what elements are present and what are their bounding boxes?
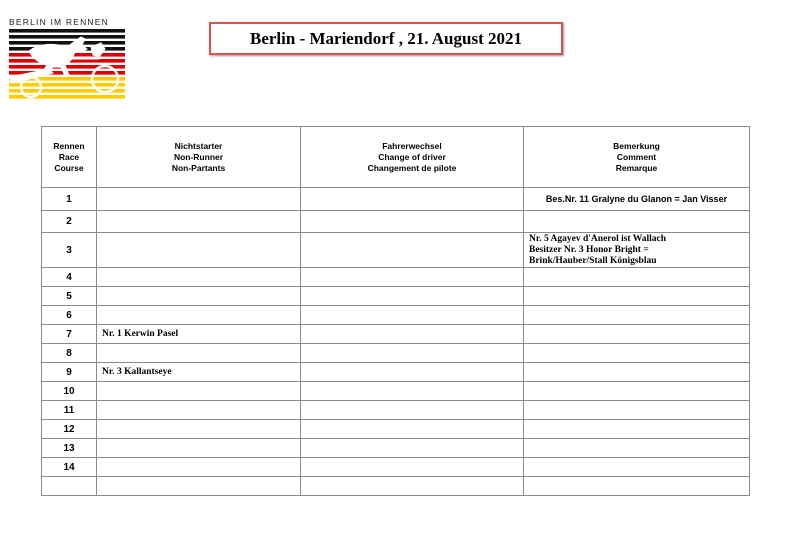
non-runner-cell bbox=[97, 477, 301, 496]
header-bemerkung bbox=[524, 127, 750, 188]
remark-cell bbox=[524, 477, 750, 496]
header-rennen bbox=[42, 127, 97, 188]
berlin-im-rennen-logo bbox=[9, 17, 127, 103]
driver-change-cell bbox=[301, 268, 524, 287]
race-number: 6 bbox=[42, 306, 97, 325]
driver-change-cell bbox=[301, 458, 524, 477]
remark-cell bbox=[524, 306, 750, 325]
non-runner-cell bbox=[97, 458, 301, 477]
header-line: Changement de pilote bbox=[367, 162, 457, 173]
race-number: 11 bbox=[42, 401, 97, 420]
header-line: Nichtstarter bbox=[174, 140, 223, 151]
remark-cell bbox=[524, 344, 750, 363]
race-number: 10 bbox=[42, 382, 97, 401]
driver-change-cell bbox=[301, 188, 524, 211]
race-number bbox=[42, 477, 97, 496]
driver-change-cell bbox=[301, 439, 524, 458]
table-row bbox=[42, 188, 750, 211]
trotting-horse-flag-icon bbox=[9, 29, 125, 101]
non-runner-cell bbox=[97, 233, 301, 268]
table-header-row bbox=[42, 127, 750, 188]
non-runner-cell bbox=[97, 268, 301, 287]
non-runner-cell bbox=[97, 211, 301, 233]
header-line: Race bbox=[58, 151, 80, 162]
non-runner-cell bbox=[97, 344, 301, 363]
header-fahrerwechsel bbox=[301, 127, 524, 188]
table-row bbox=[42, 420, 750, 439]
driver-change-cell bbox=[301, 420, 524, 439]
race-number: 13 bbox=[42, 439, 97, 458]
remark-cell bbox=[524, 458, 750, 477]
remark-cell bbox=[524, 211, 750, 233]
remark-cell bbox=[524, 325, 750, 344]
race-changes-table bbox=[41, 126, 750, 496]
race-number: 8 bbox=[42, 344, 97, 363]
header-line: Remarque bbox=[615, 162, 658, 173]
remark-cell bbox=[524, 401, 750, 420]
header-line: Non-Partants bbox=[171, 162, 226, 173]
driver-change-cell bbox=[301, 211, 524, 233]
driver-change-cell bbox=[301, 401, 524, 420]
non-runner-cell bbox=[97, 439, 301, 458]
race-number: 7 bbox=[42, 325, 97, 344]
table-row bbox=[42, 211, 750, 233]
header-line: Bemerkung bbox=[613, 140, 660, 151]
table-row bbox=[42, 233, 750, 268]
header-line: Comment bbox=[616, 151, 657, 162]
header-nichtstarter bbox=[97, 127, 301, 188]
non-runner-cell bbox=[97, 420, 301, 439]
remark-cell bbox=[524, 420, 750, 439]
table-row bbox=[42, 325, 750, 344]
non-runner-cell bbox=[97, 188, 301, 211]
logo-text: BERLIN IM RENNEN bbox=[9, 17, 109, 27]
race-number: 5 bbox=[42, 287, 97, 306]
driver-change-cell bbox=[301, 233, 524, 268]
table-row bbox=[42, 363, 750, 382]
remark-cell bbox=[524, 233, 750, 268]
table-row bbox=[42, 439, 750, 458]
header-line: Course bbox=[54, 162, 84, 173]
remark-line: Nr. 5 Agayev d'Anerol ist Wallach bbox=[529, 233, 667, 244]
driver-change-cell bbox=[301, 477, 524, 496]
remark-line: Brink/Hauber/Stall Königsblau bbox=[529, 255, 657, 266]
remark-cell bbox=[524, 268, 750, 287]
table-row bbox=[42, 382, 750, 401]
driver-change-cell bbox=[301, 306, 524, 325]
remark-line: Besitzer Nr. 3 Honor Bright = bbox=[529, 244, 649, 255]
driver-change-cell bbox=[301, 325, 524, 344]
non-runner-cell bbox=[97, 401, 301, 420]
driver-change-cell bbox=[301, 344, 524, 363]
table-row bbox=[42, 268, 750, 287]
remark-cell bbox=[524, 439, 750, 458]
table-row bbox=[42, 401, 750, 420]
race-number: 2 bbox=[42, 211, 97, 233]
remark-line: Bes.Nr. 11 Gralyne du Glanon = Jan Visser bbox=[545, 194, 728, 204]
race-number: 4 bbox=[42, 268, 97, 287]
table-row bbox=[42, 458, 750, 477]
non-runner-cell bbox=[97, 287, 301, 306]
title-box bbox=[209, 22, 563, 55]
header-line: Rennen bbox=[53, 140, 85, 151]
race-number: 3 bbox=[42, 233, 97, 268]
table-row bbox=[42, 306, 750, 325]
remark-cell bbox=[524, 363, 750, 382]
driver-change-cell bbox=[301, 382, 524, 401]
remark-cell bbox=[524, 287, 750, 306]
table-row bbox=[42, 477, 750, 496]
non-runner-cell: Nr. 1 Kerwin Pasel bbox=[97, 325, 301, 344]
remark-cell bbox=[524, 382, 750, 401]
non-runner-cell bbox=[97, 382, 301, 401]
non-runner-cell: Nr. 3 Kallantseye bbox=[97, 363, 301, 382]
race-number: 14 bbox=[42, 458, 97, 477]
race-number: 12 bbox=[42, 420, 97, 439]
driver-change-cell bbox=[301, 363, 524, 382]
race-number: 1 bbox=[42, 188, 97, 211]
header-line: Fahrerwechsel bbox=[382, 140, 442, 151]
header-line: Non-Runner bbox=[173, 151, 224, 162]
race-number: 9 bbox=[42, 363, 97, 382]
table-row bbox=[42, 344, 750, 363]
driver-change-cell bbox=[301, 287, 524, 306]
non-runner-cell bbox=[97, 306, 301, 325]
header-line: Change of driver bbox=[378, 151, 446, 162]
page-title: Berlin - Mariendorf , 21. August 2021 bbox=[250, 28, 522, 48]
table-row bbox=[42, 287, 750, 306]
remark-cell bbox=[524, 188, 750, 211]
